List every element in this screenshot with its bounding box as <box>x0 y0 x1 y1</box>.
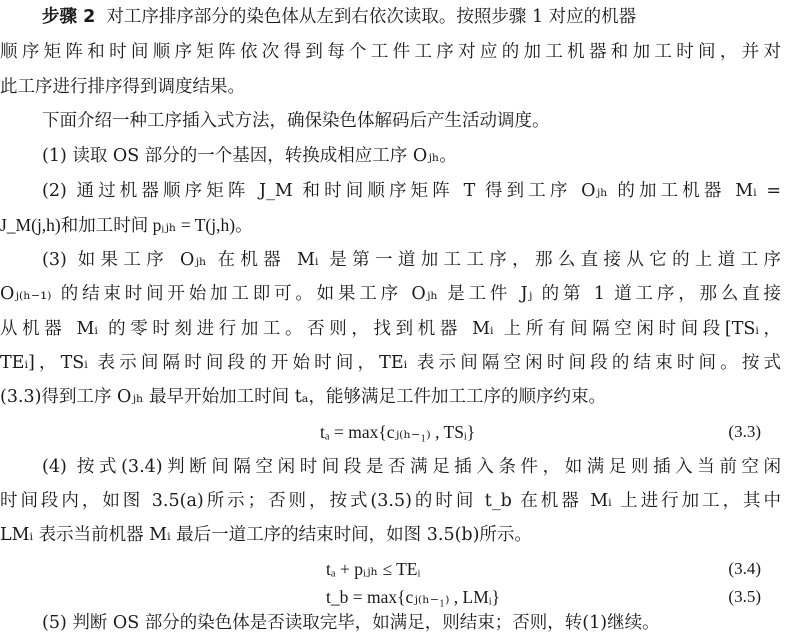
equation-3-5: t_b = max{cⱼ₍ₕ₋₁₎ , LMᵢ} <box>326 587 501 607</box>
step-4-line2: 时间段内，如图 3.5(a)所示；否则，按式(3.5)的时间 t_b 在机器 Mᵢ 上进行加工，其中 <box>0 491 781 511</box>
paragraph-step2-line2: 顺序矩阵和时间顺序矩阵依次得到每个工件工序对应的加工机器和加工时间，并对 <box>0 42 781 62</box>
step-1-text: (1) 读取 OS 部分的一个基因，转换成相应工序 Oⱼₕ。 <box>42 146 457 166</box>
paragraph-step2-line3: 此工序进行排序得到调度结果。 <box>0 77 245 97</box>
step-3-line3: 从机器 Mᵢ 的零时刻进行加工。否则，找到机器 Mᵢ 上所有间隔空闲时间段[TSᵢ， <box>0 319 781 339</box>
paragraph-intro: 下面介绍一种工序插入式方法，确保染色体解码后产生活动调度。 <box>42 111 550 131</box>
step-3-line4: TEᵢ]，TSᵢ 表示间隔时间段的开始时间，TEᵢ 表示间隔空闲时间段的结束时间。按式 <box>0 353 781 373</box>
equation-3-4: tₐ + pᵢⱼₕ ≤ TEᵢ <box>326 559 421 579</box>
step-3-line5: (3.3)得到工序 Oⱼₕ 最早开始加工时间 tₐ，能够满足工件加工工序的顺序约束。 <box>0 387 606 407</box>
equation-3-3-number: (3.3) <box>728 422 761 441</box>
step-4-line1: (4) 按式(3.4)判断间隔空闲时间段是否满足插入条件，如满足则插入当前空闲 <box>42 457 781 477</box>
step-3-line1: (3) 如果工序 Oⱼₕ 在机器 Mᵢ 是第一道加工工序，那么直接从它的上道工序 <box>42 250 781 270</box>
equation-3-4-number: (3.4) <box>728 559 761 578</box>
step-3-line2: Oⱼ₍ₕ₋₁₎ 的结束时间开始加工即可。如果工序 Oⱼₕ 是工件 Jⱼ 的第 1 道工序，那么直接 <box>0 284 781 304</box>
equation-3-5-number: (3.5) <box>728 587 761 606</box>
equation-3-3: tₐ = max{cⱼ₍ₕ₋₁₎ , TSᵢ} <box>320 422 476 442</box>
step-5-text: (5) 判断 OS 部分的染色体是否读取完毕，如满足，则结束；否则，转(1)继续。 <box>42 613 660 633</box>
step-4-line3: LMᵢ 表示当前机器 Mᵢ 最后一道工序的结束时间，如图 3.5(b)所示。 <box>0 525 532 545</box>
paragraph-step2-line1: 步骤 2 对工序排序部分的染色体从左到右依次读取。按照步骤 1 对应的机器 <box>42 7 637 27</box>
step2-label: 步骤 2 <box>42 7 96 27</box>
step-2-line2: J_M(j,h)和加工时间 pᵢⱼₕ = T(j,h)。 <box>0 215 253 235</box>
step-2-line1: (2) 通过机器顺序矩阵 J_M 和时间顺序矩阵 T 得到工序 Oⱼₕ 的加工机器 Mᵢ = <box>42 181 781 201</box>
